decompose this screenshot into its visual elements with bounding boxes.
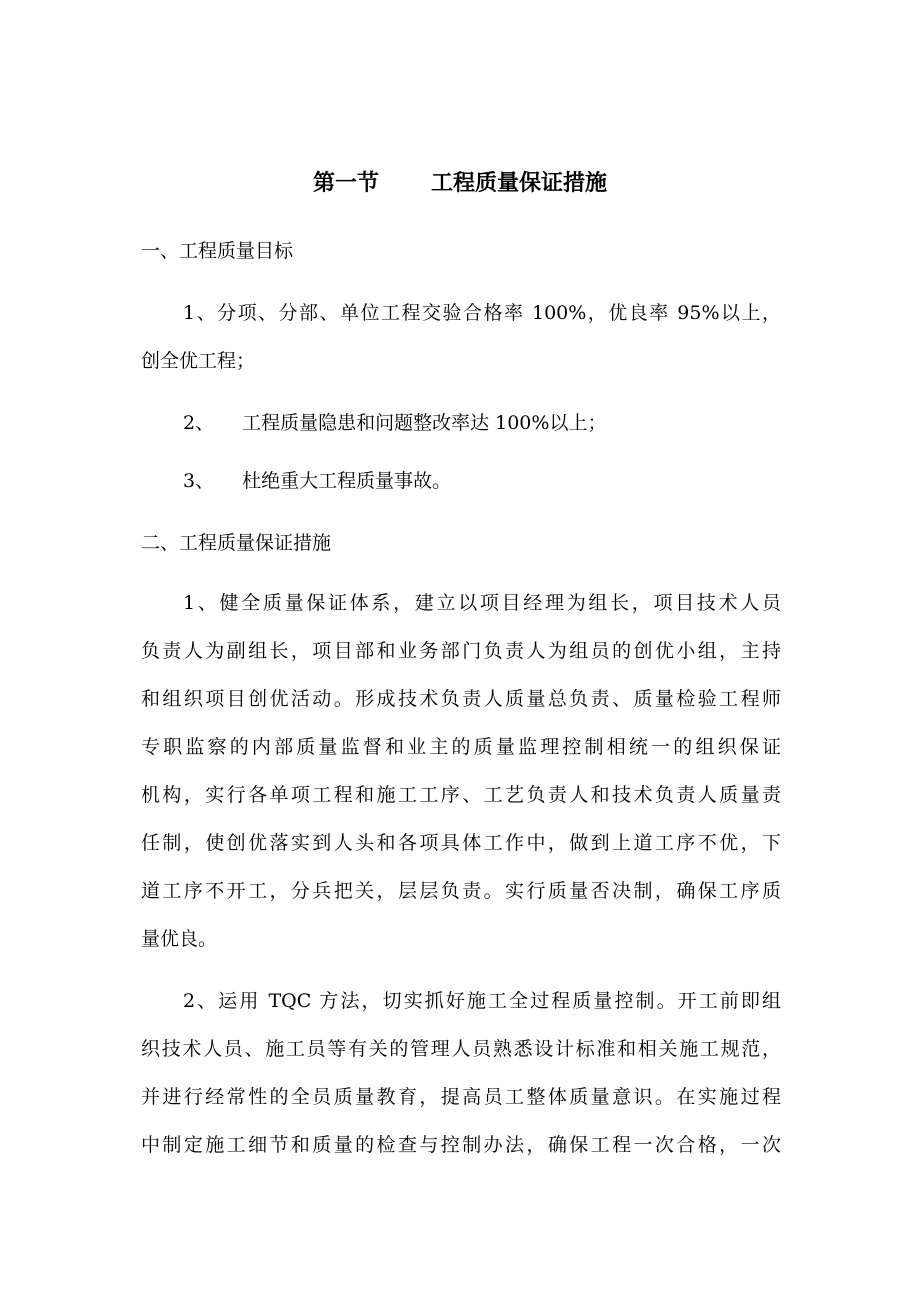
section-heading: 二、工程质量保证措施 [141,532,332,554]
item-continuation: 创全优工程； [141,350,256,372]
paragraph-line: 并进行经常性的全员质量教育，提高员工整体质量意识。在实施过程 [141,1086,781,1108]
title-section-number: 第一节 [312,171,379,196]
section-heading: 一、工程质量目标 [141,240,294,262]
item-number: 2、 [183,412,215,434]
paragraph-line: 和组织项目创优活动。形成技术负责人质量总负责、质量检验工程师 [141,688,781,710]
paragraph-line: 道工序不开工，分兵把关，层层负责。实行质量否决制，确保工序质 [141,880,781,902]
list-item [183,466,781,496]
page-title [0,166,920,202]
paragraph-line: 中制定施工细节和质量的检查与控制办法，确保工程一次合格，一次 [141,1134,781,1156]
item-number: 1、 [183,302,218,324]
paragraph-line: 1、健全质量保证体系，建立以项目经理为组长，项目技术人员 [183,592,781,614]
paragraph-line: 专职监察的内部质量监督和业主的质量监理控制相统一的组织保证 [141,736,781,758]
item-number: 3、 [183,470,215,492]
paragraph-line: 2、运用 TQC 方法，切实抓好施工全过程质量控制。开工前即组 [183,990,781,1012]
title-text: 工程质量保证措施 [431,171,608,196]
item-text: 杜绝重大工程质量事故。 [242,470,452,492]
list-item [183,298,781,328]
paragraph-line: 负责人为副组长，项目部和业务部门负责人为组员的创优小组，主持 [141,640,781,662]
paragraph-line: 任制，使创优落实到人头和各项具体工作中，做到上道工序不优，下 [141,832,781,854]
list-item [183,408,781,438]
item-text: 工程质量隐患和问题整改率达 100%以上； [242,412,607,434]
paragraph-line: 机构，实行各单项工程和施工工序、工艺负责人和技术负责人质量责 [141,784,781,806]
paragraph-line: 织技术人员、施工员等有关的管理人员熟悉设计标准和相关施工规范， [141,1038,781,1060]
paragraph-line: 量优良。 [141,928,218,950]
item-text: 分项、分部、单位工程交验合格率 100%，优良率 95%以上， [217,302,781,324]
